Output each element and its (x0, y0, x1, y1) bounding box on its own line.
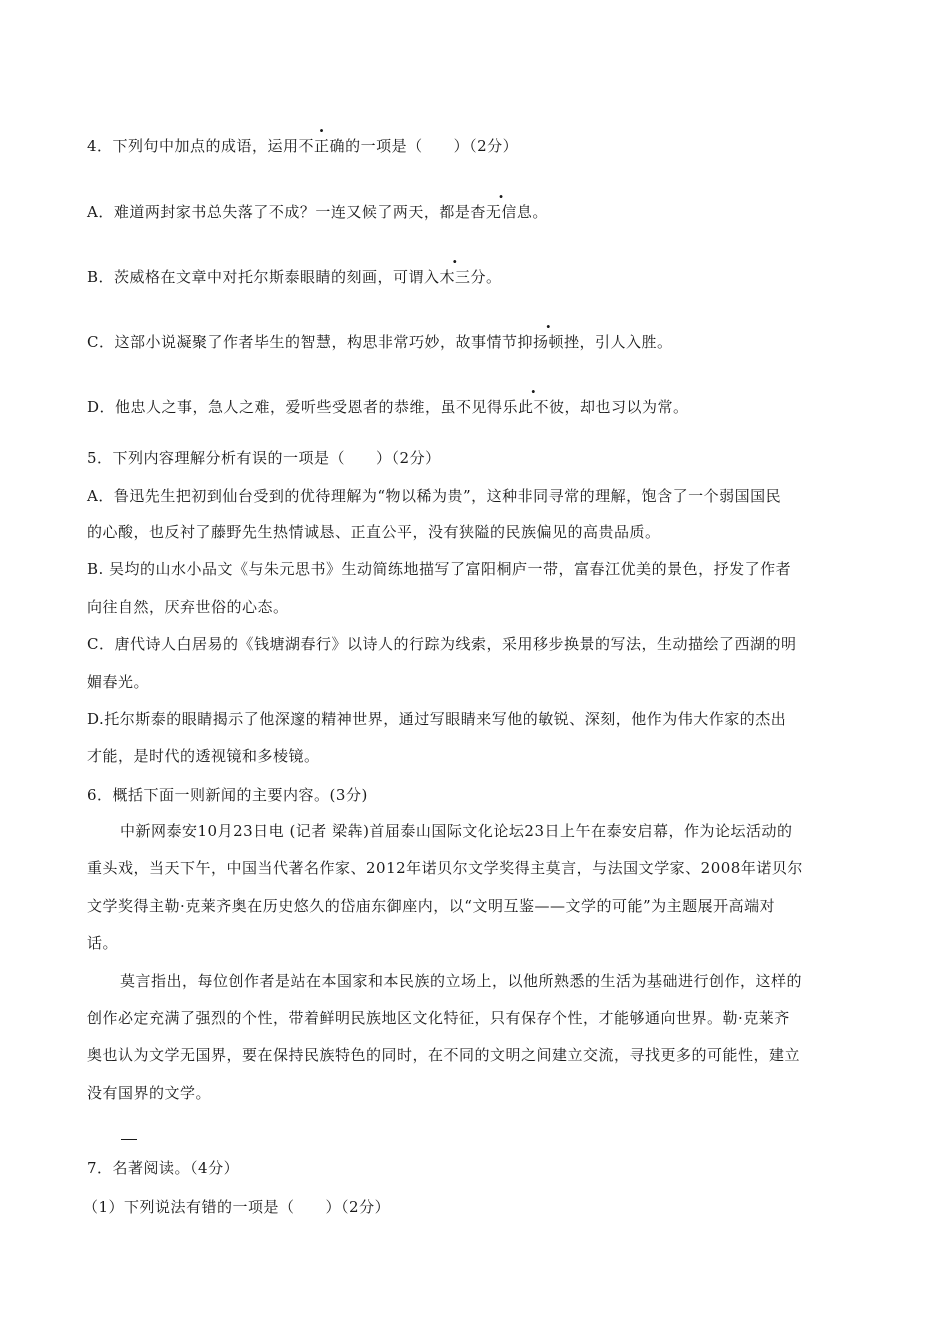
q4-a-idiom: 杳无信息 (470, 203, 533, 221)
q4-d-tail: ，却也习以为常。 (564, 398, 689, 416)
q6-para1-line3: 文学奖得主勒·克莱齐奥在历史悠久的岱庙东御座内，以“文明互鉴——文学的可能”为主题展开高端对 (87, 897, 776, 915)
q6-para2-line3: 奥也认为文学无国界，要在保持民族特色的同时，在不同的文明之间建立交流，寻找更多的可能性，建立 (87, 1046, 801, 1064)
q4-c-text: C．这部小说凝聚了作者毕生的智慧，构思非常巧妙，故事情节 (87, 333, 518, 351)
q5-option-b-line2: 向往自然，厌弃世俗的心态。 (87, 598, 289, 616)
q6-para2-line2: 创作必定充满了强烈的个性，带着鲜明民族地区文化特征，只有保存个性，才能够通向世界。勒·克莱齐 (87, 1009, 790, 1027)
q4-stem-emphasis: 不正确 (298, 137, 346, 155)
q4-c-idiom: 抑扬顿挫 (517, 333, 580, 351)
q5-option-a-line2: 的心酸，也反衬了藤野先生热情诚恳、正直公平，没有狭隘的民族偏见的高贵品质。 (87, 523, 661, 541)
q4-option-c (87, 332, 862, 352)
q5-option-a-line1: A．鲁迅先生把初到仙台受到的优待理解为“物以稀为贵”，这种非同寻常的理解，饱含了一个弱国国民 (87, 487, 782, 505)
q4-d-text: D．他忠人之事，急人之难，爱听些受恩者的恭维，虽不见得 (87, 398, 503, 416)
q4-option-d (87, 397, 862, 417)
q4-stem (87, 136, 862, 156)
q6-para1-line2: 重头戏，当天下午，中国当代著名作家、2012年诺贝尔文学奖得主莫言，与法国文学家、2008年诺贝尔 (87, 859, 803, 877)
q5-option-d-line1: D.托尔斯泰的眼睛揭示了他深邃的精神世界，通过写眼睛来写他的敏锐、深刻，他作为伟大作家的杰出 (87, 710, 787, 728)
q6-para2-line1: 莫言指出，每位创作者是站在本国家和本民族的立场上，以他所熟悉的生活为基础进行创作，这样的 (120, 972, 803, 990)
q5-stem: 5．下列内容理解分析有误的一项是（ ）（2分） (87, 449, 441, 467)
q5-option-b-line1: B. 吴均的山水小品文《与朱元思书》生动简练地描写了富阳桐庐一带，富春江优美的景色，抒发了作者 (87, 560, 792, 578)
q4-a-tail: 。 (532, 203, 548, 221)
q4-b-tail: 。 (486, 268, 502, 286)
q4-b-text: B．茨威格在文章中对托尔斯泰眼睛的刻画，可谓 (87, 268, 425, 286)
q5-option-c-line2: 媚春光。 (87, 673, 150, 691)
q7-stem: 7．名著阅读。（4分） (87, 1159, 240, 1177)
q5-option-c-line1: C．唐代诗人白居易的《钱塘湖春行》以诗人的行踪为线索，采用移步换景的写法，生动描绘了西湖的明 (87, 635, 797, 653)
q5-option-d-line2: 才能，是时代的透视镜和多棱镜。 (87, 747, 320, 765)
q4-a-text: A．难道两封家书总失落了不成？一连又候了两天，都是 (87, 203, 471, 221)
q4-stem-tail: 的一项是（ ）（2分） (345, 137, 519, 155)
q6-para1-line1: 中新网泰安10月23日电 (记者 梁犇)首届泰山国际文化论坛23日上午在泰安启幕，作为论坛活动的 (120, 822, 793, 840)
answer-line (121, 1139, 137, 1140)
q4-d-idiom: 乐此不彼 (502, 398, 565, 416)
q4-c-tail: ，引人入胜。 (579, 333, 673, 351)
q6-stem: 6．概括下面一则新闻的主要内容。(3分) (87, 786, 368, 804)
q4-stem-text: 4．下列句中加点的成语，运用 (87, 137, 299, 155)
q6-para1-line4: 话。 (87, 934, 119, 952)
q4-option-a (87, 202, 862, 222)
q7-sub1: （1）下列说法有错的一项是（ ）（2分） (83, 1198, 391, 1216)
q4-b-idiom: 入木三分 (424, 268, 487, 286)
q4-option-b (87, 267, 862, 287)
q6-para2-line4: 没有国界的文学。 (87, 1084, 212, 1102)
